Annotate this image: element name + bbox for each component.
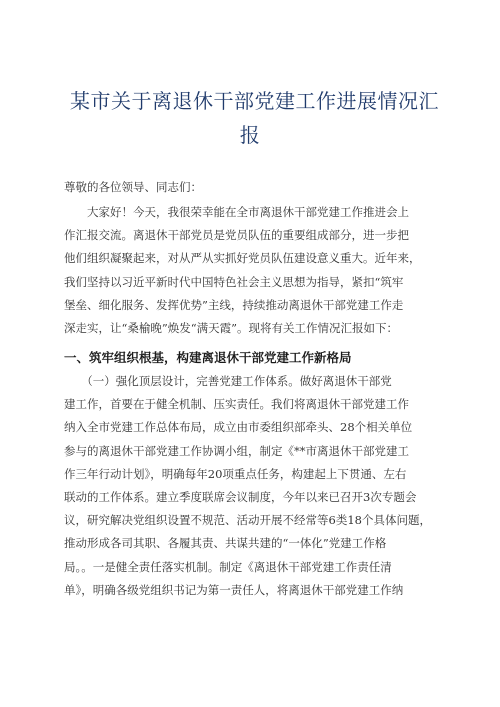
- salutation: [64, 176, 440, 199]
- section1-paragraph: [64, 370, 440, 602]
- section-heading: 一、筑牢组织根基，构建离退休干部党建工作新格局: [64, 350, 352, 365]
- section1-line: 推动形成各司其职、各履其责、共谋共建的“一体化”党建工作格: [64, 536, 387, 551]
- section1-line: 建工作，首要在于健全机制、压实责任。我们将离退休干部党建工作: [64, 397, 409, 412]
- section1-line: 局。。一是健全责任落实机制。制定《离退休干部党建工作责任清: [64, 559, 392, 574]
- section1-line: 参与的离退休干部党建工作协调小组，制定《**市离退休干部党建工: [64, 443, 409, 458]
- title-line: 某市关于离退休干部党建工作进展情况汇: [70, 89, 439, 113]
- title-line: 报: [239, 123, 261, 147]
- intro-line: 他们组织凝聚起来，对从严从实抓好党员队伍建设意义重大。近年来，: [64, 251, 421, 266]
- intro-line: 大家好！今天，我很荣幸能在全市离退休干部党建工作推进会上: [64, 205, 409, 219]
- section1-line: 纳入全市党建工作总体布局，成立由市委组织部牵头、28个相关单位: [64, 420, 413, 435]
- intro-line: 我们坚持以习近平新时代中国特色社会主义思想为指导，紧扣“筑牢: [64, 274, 404, 289]
- intro-line: 作汇报交流。离退休干部党员是党员队伍的重要组成部分，进一步把: [64, 228, 409, 243]
- intro-paragraph: [64, 201, 440, 340]
- section1-line: 议，研究解决党组织设置不规范、活动开展不经常等6类18个具体问题，: [64, 513, 431, 528]
- intro-line: 堡垒、细化服务、发挥优势”主线，持续推动离退休干部党建工作走: [64, 297, 404, 312]
- intro-line: 深走实，让“桑榆晚”焕发“满天霞”。现将有关工作情况汇报如下：: [64, 320, 399, 335]
- section1-line: 联动的工作体系。建立季度联席会议制度，今年以来已召开3次专题会: [64, 489, 417, 504]
- section1-line: 单》，明确各级党组织书记为第一责任人，将离退休干部党建工作纳: [64, 582, 404, 597]
- document-title: [70, 84, 439, 152]
- section1-line: （一）强化顶层设计，完善党建工作体系。做好离退休干部党: [64, 374, 392, 388]
- section1-line: 作三年行动计划》，明确每年20项重点任务，构建起上下贯通、左右: [64, 466, 407, 481]
- salutation-text: 尊敬的各位领导、同志们：: [64, 180, 202, 194]
